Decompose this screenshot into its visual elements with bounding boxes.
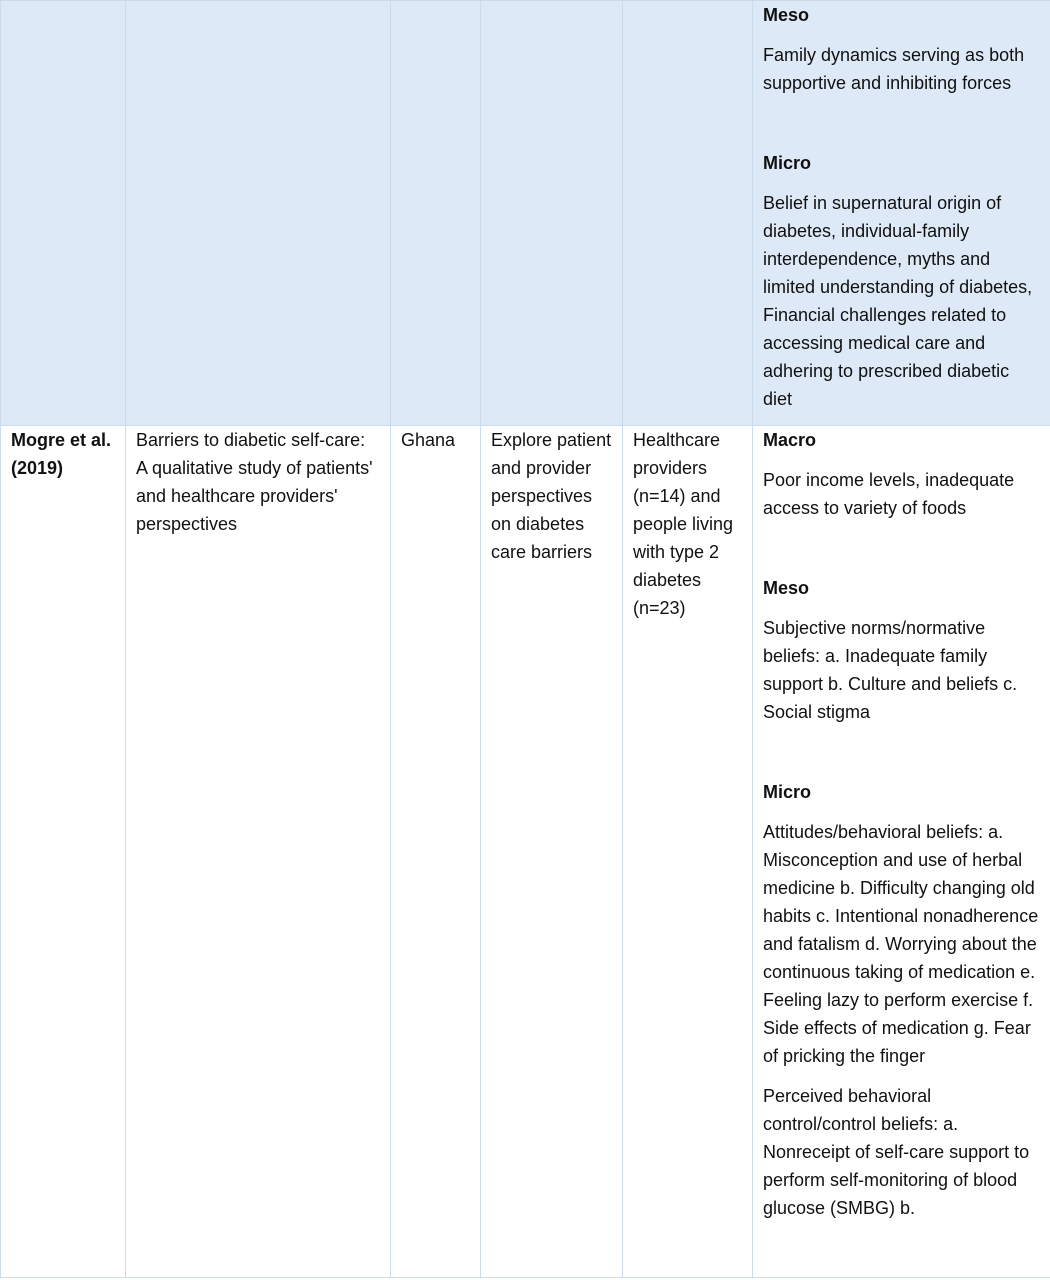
barriers-cell (753, 426, 1050, 1278)
country-text: Ghana (401, 430, 456, 450)
meso-label: Meso (763, 5, 810, 25)
micro-label: Micro (763, 153, 812, 173)
barriers-cell (753, 1, 1050, 426)
country-cell (391, 426, 481, 1278)
aim-text: Explore patient and provider perspectives on diabetes care barriers (491, 430, 612, 562)
micro-label: Micro (763, 782, 812, 802)
macro-label: Macro (763, 430, 817, 450)
table-row (1, 426, 1050, 1278)
title-cell (126, 426, 391, 1278)
aim-cell (481, 426, 623, 1278)
micro-text: Belief in supernatural origin of diabetes, individual-family interdependence, myths and limited understanding of diabetes, Financial challenges related to accessing medical care and adhering to prescribed diabetic diet (763, 193, 1033, 409)
meso-label: Meso (763, 578, 810, 598)
aim-cell (481, 1, 623, 426)
author-text: Mogre et al. (2019) (11, 430, 112, 478)
meso-text: Family dynamics serving as both supportive and inhibiting forces (763, 45, 1025, 93)
title-cell (126, 1, 391, 426)
country-cell (391, 1, 481, 426)
sample-cell (623, 1, 753, 426)
title-text: Barriers to diabetic self-care: A qualitative study of patients' and healthcare providers' perspectives (136, 430, 373, 534)
sample-text: Healthcare providers (n=14) and people living with type 2 diabetes (n=23) (633, 430, 734, 618)
author-cell (1, 426, 126, 1278)
micro-text-attitudes: Attitudes/behavioral beliefs: a. Misconception and use of herbal medicine b. Difficulty changing old habits c. Intentional nonadherence and fatalism d. Worrying about the continuous taking of medication e. Feeling lazy to perform exercise f. Side effects of medication g. Fear of pricking the finger (763, 822, 1039, 1066)
meso-text: Subjective norms/normative beliefs: a. Inadequate family support b. Culture and beliefs c. Social stigma (763, 618, 1018, 722)
author-cell (1, 1, 126, 426)
macro-text: Poor income levels, inadequate access to variety of foods (763, 470, 1015, 518)
table-row (1, 1, 1050, 426)
micro-text-control: Perceived behavioral control/control beliefs: a. Nonreceipt of self-care support to perform self-monitoring of blood glucose (SMBG) b. (763, 1086, 1030, 1218)
sample-cell (623, 426, 753, 1278)
